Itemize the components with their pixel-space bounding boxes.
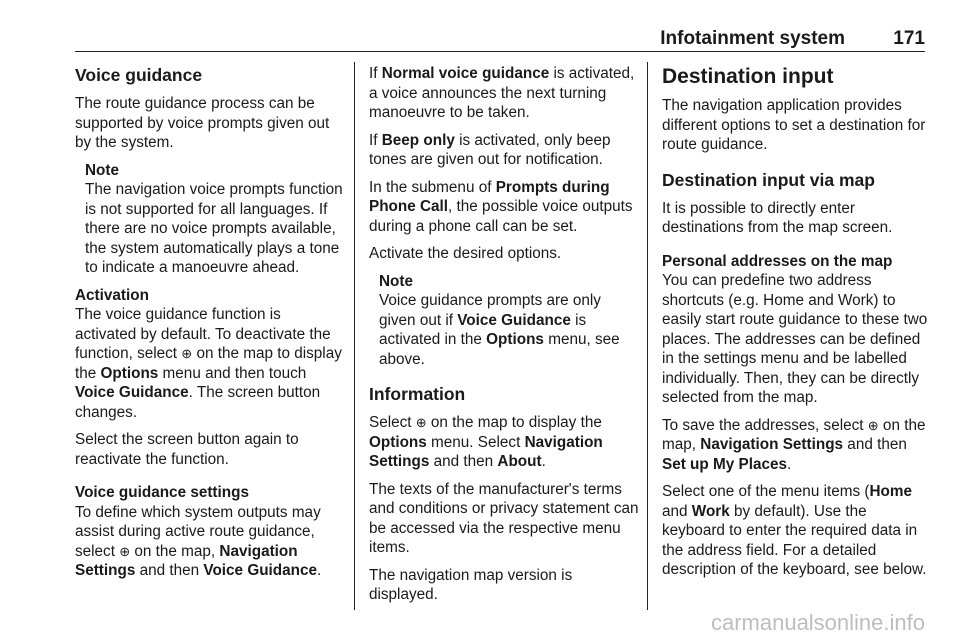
note-label: Note (379, 272, 413, 290)
activation-heading: Activation (75, 286, 149, 304)
activate-options-paragraph: Activate the desired options. (369, 245, 562, 262)
map-center-icon: ⊕ (181, 346, 193, 361)
map-center-icon: ⊕ (415, 415, 427, 430)
map-version-paragraph: The navigation map version is displayed. (369, 566, 573, 603)
personal-addresses-paragraph: You can predefine two address shortcuts (e.g. Home and Work) to easily start route guidance to these two places. The addresses can be defined in the settings menu and be labelled individually. Then, they can be directly selected from the map. (662, 272, 928, 406)
note-box (85, 161, 345, 278)
save-addresses-paragraph: To save the addresses, select ⊕ on the map, Navigation Settings and then Set up My Places. (662, 416, 926, 473)
phone-call-paragraph: In the submenu of Prompts during Phone Call, the possible voice outputs during a phone call can be set. (369, 178, 633, 235)
note-box-2: Note Voice guidance prompts are only given out if Voice Guidance is activated in the Options menu, see above. (379, 272, 639, 370)
terms-paragraph: The texts of the manufacturer's terms and conditions or privacy statement can be accessed via the respective menu items. (369, 480, 639, 556)
column-divider-2 (647, 62, 648, 610)
destination-via-map-heading: Destination input via map (662, 169, 875, 190)
information-paragraph: Select ⊕ on the map to display the Options menu. Select Navigation Settings and then About. (369, 414, 603, 470)
column-divider-1 (354, 62, 355, 610)
column-1 (75, 64, 345, 589)
personal-addresses-heading: Personal addresses on the map (662, 252, 893, 270)
information-heading: Information (369, 384, 466, 404)
map-center-icon: ⊕ (119, 543, 131, 559)
column-2 (369, 64, 639, 613)
map-center-icon: ⊕ (867, 417, 879, 433)
destination-input-heading: Destination input (662, 65, 834, 88)
destination-intro: The navigation application provides different options to set a destination for route guidance. (662, 97, 926, 153)
note-text: The navigation voice prompts function is not supported for all languages. If there are no voice prompts available, the system automatically plays a tone to indicate a manoeuvre ahead. (85, 181, 343, 276)
watermark: carmanualsonline.info (710, 610, 925, 635)
note-label: Note (85, 161, 119, 179)
reactivate-paragraph: Select the screen button again to reactivate the function. (75, 431, 299, 468)
destination-via-map-paragraph: It is possible to directly enter destinations from the map screen. (662, 199, 893, 236)
column-3 (662, 64, 932, 588)
beep-only-paragraph: If Beep only is activated, only beep tones are given out for notification. (369, 131, 611, 168)
voice-guidance-heading: Voice guidance (75, 65, 203, 85)
settings-paragraph: To define which system outputs may assist during active route guidance, select ⊕ on the map, Navigation Settings and then Voice Guidance. (75, 503, 322, 579)
activation-paragraph: The voice guidance function is activated by default. To deactivate the function, select ⊕ on the map to display the Options menu and then touch Voice Guidance. The screen button changes. (75, 306, 342, 421)
page-number: 171 (893, 28, 925, 49)
header-rule (75, 51, 925, 52)
select-items-paragraph: Select one of the menu items (Home and Work by default). Use the keyboard to enter the required data in the address field. For a detailed description of the keyboard, see below. (662, 483, 927, 578)
header-title: Infotainment system (660, 28, 845, 49)
settings-heading: Voice guidance settings (75, 484, 249, 501)
normal-guidance-paragraph: If Normal voice guidance is activated, a voice announces the next turning manoeuvre to be taken. (369, 65, 635, 121)
voice-guidance-intro: The route guidance process can be supported by voice prompts given out by the system. (75, 95, 330, 151)
